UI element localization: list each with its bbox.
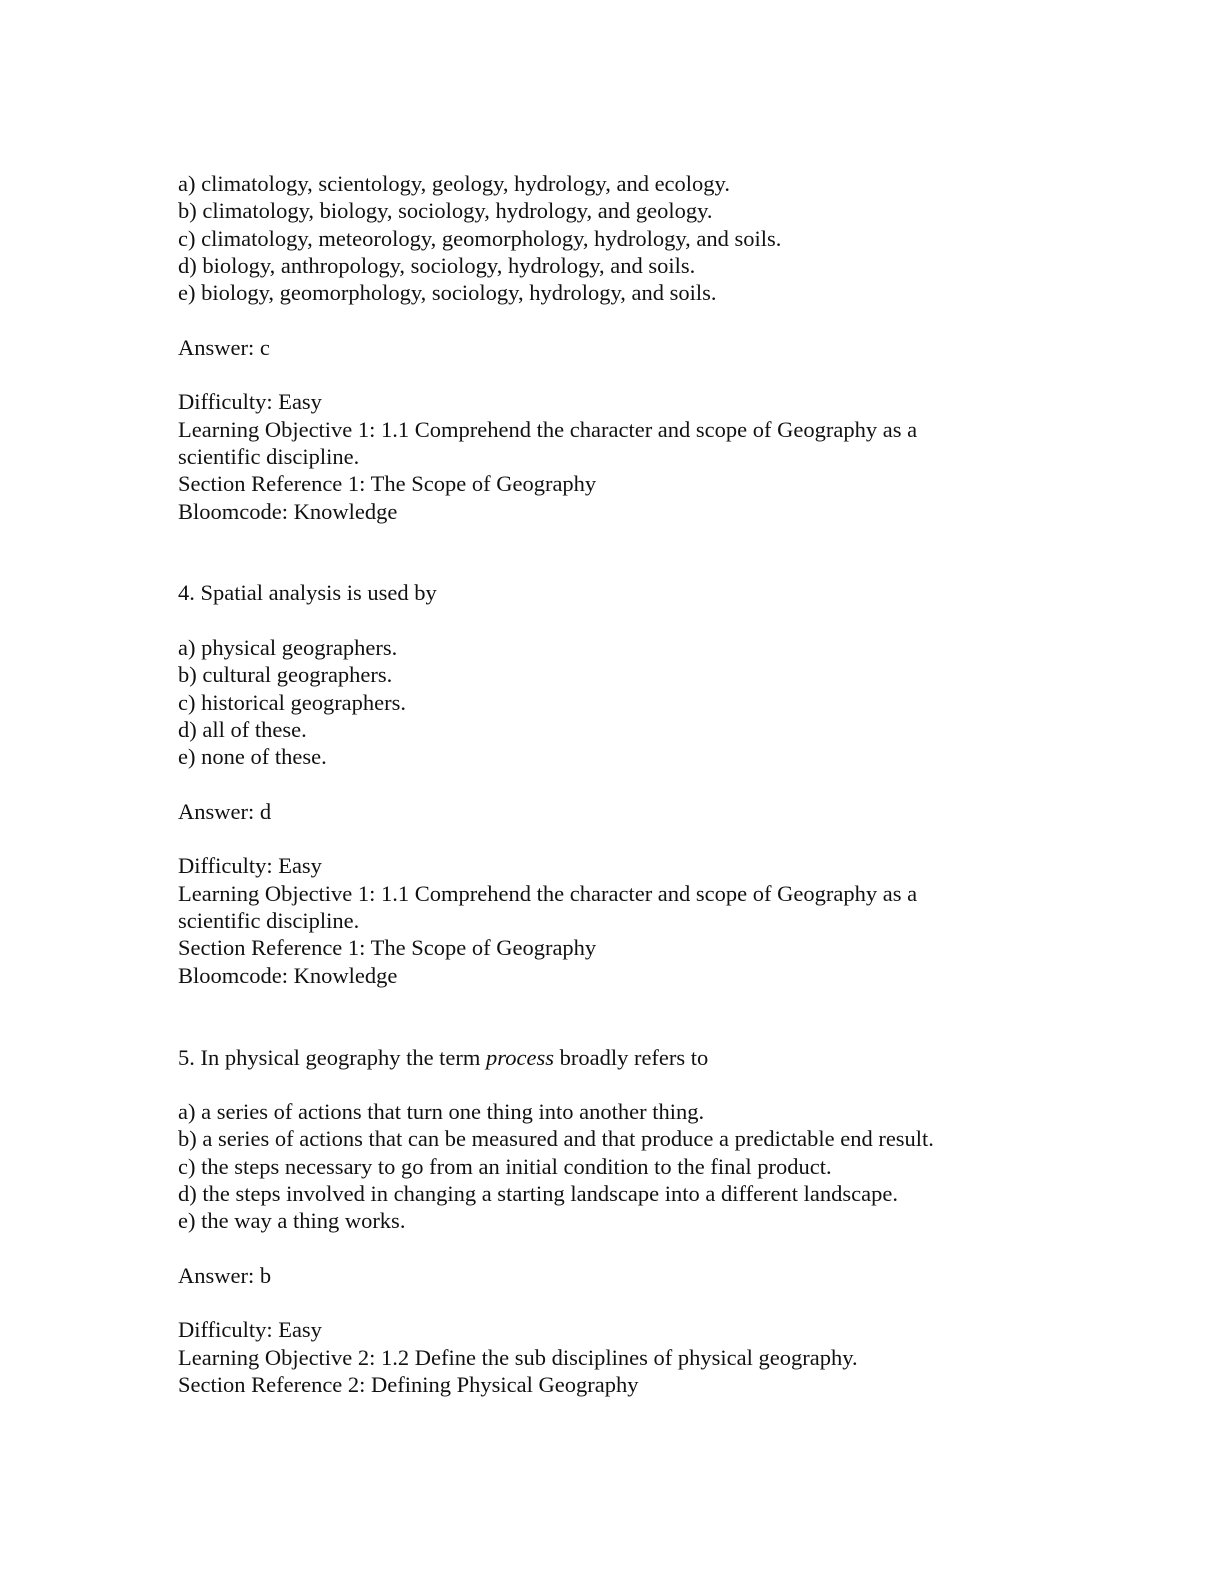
- question-text: 4. Spatial analysis is used by: [178, 580, 437, 606]
- question-3-block: [178, 170, 1058, 525]
- difficulty: Difficulty: Easy: [178, 389, 322, 415]
- question-text-prefix: 5. In physical geography the term: [178, 1044, 487, 1070]
- option-e: e) biology, geomorphology, sociology, hydrology, and soils.: [178, 280, 717, 306]
- learning-objective: Learning Objective 2: 1.2 Define the sub disciplines of physical geography.: [178, 1344, 858, 1370]
- answer: Answer: d: [178, 798, 272, 824]
- option-c: c) the steps necessary to go from an initial condition to the final product.: [178, 1153, 832, 1179]
- learning-objective-cont: scientific discipline.: [178, 908, 360, 934]
- option-c: c) climatology, meteorology, geomorphology, hydrology, and soils.: [178, 225, 782, 251]
- option-b: b) a series of actions that can be measured and that produce a predictable end result.: [178, 1126, 934, 1152]
- learning-objective: Learning Objective 1: 1.1 Comprehend the character and scope of Geography as a: [178, 416, 918, 442]
- question-4-block: [178, 579, 1058, 988]
- learning-objective-cont: scientific discipline.: [178, 443, 360, 469]
- difficulty: Difficulty: Easy: [178, 853, 322, 879]
- option-e: e) none of these.: [178, 744, 327, 770]
- document-page: [178, 170, 1058, 1398]
- section-reference: Section Reference 2: Defining Physical Geography: [178, 1372, 639, 1398]
- option-a: a) physical geographers.: [178, 635, 398, 661]
- question-text-suffix: broadly refers to: [553, 1044, 709, 1070]
- option-d: d) biology, anthropology, sociology, hydrology, and soils.: [178, 252, 696, 278]
- bloomcode: Bloomcode: Knowledge: [178, 962, 398, 988]
- option-b: b) climatology, biology, sociology, hydrology, and geology.: [178, 198, 713, 224]
- option-a: a) a series of actions that turn one thing into another thing.: [178, 1099, 705, 1125]
- section-reference: Section Reference 1: The Scope of Geography: [178, 471, 597, 497]
- option-c: c) historical geographers.: [178, 689, 407, 715]
- question-text: [178, 1044, 1058, 1071]
- option-b: b) cultural geographers.: [178, 662, 393, 688]
- question-text-italic-term: process: [486, 1044, 554, 1070]
- learning-objective: Learning Objective 1: 1.1 Comprehend the character and scope of Geography as a: [178, 880, 918, 906]
- question-5-block: [178, 1044, 1058, 1399]
- option-d: d) the steps involved in changing a starting landscape into a different landscape.: [178, 1180, 898, 1206]
- answer: Answer: b: [178, 1262, 272, 1288]
- option-d: d) all of these.: [178, 716, 307, 742]
- option-e: e) the way a thing works.: [178, 1208, 406, 1234]
- difficulty: Difficulty: Easy: [178, 1317, 322, 1343]
- answer: Answer: c: [178, 334, 270, 360]
- bloomcode: Bloomcode: Knowledge: [178, 498, 398, 524]
- section-reference: Section Reference 1: The Scope of Geography: [178, 935, 597, 961]
- option-a: a) climatology, scientology, geology, hydrology, and ecology.: [178, 171, 730, 196]
